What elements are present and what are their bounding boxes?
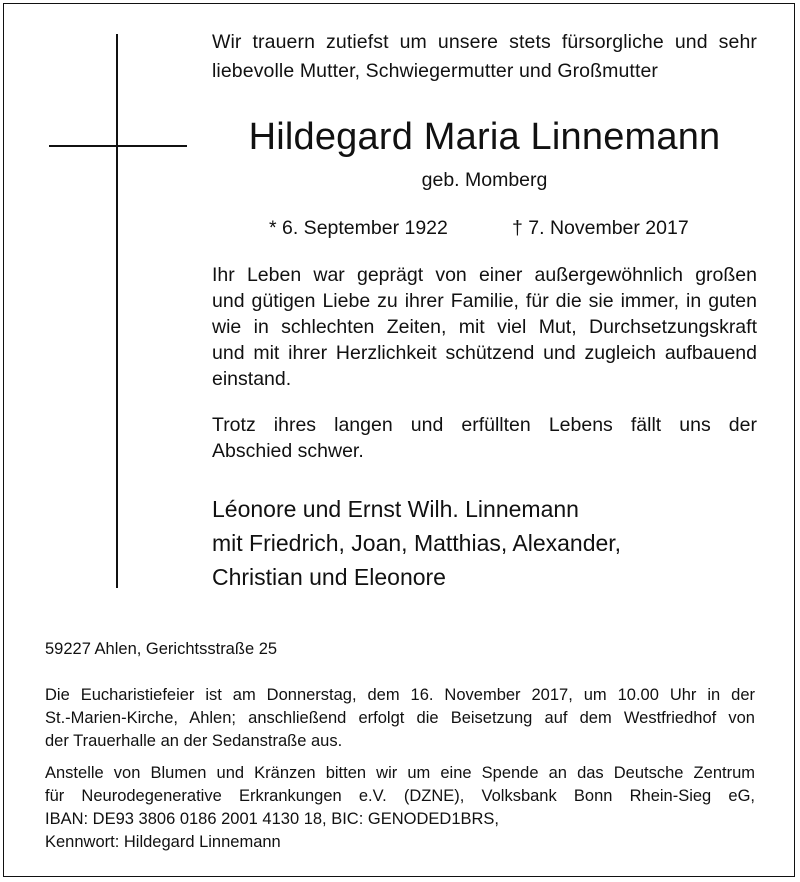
- tribute-line: und gütigen Liebe zu ihrer Familie, für die sie immer, in guten: [212, 290, 757, 312]
- family-address: 59227 Ahlen, Gerichtsstraße 25: [45, 640, 278, 658]
- service-line: St.-Marien-Kirche, Ahlen; anschließend erfolgt die Beisetzung auf dem Westfriedhof von: [45, 709, 755, 727]
- death-date: † 7. November 2017: [512, 217, 689, 239]
- tribute-line: einstand.: [212, 368, 292, 390]
- donation-info: [45, 762, 755, 854]
- donation-line: IBAN: DE93 3806 0186 2001 4130 18, BIC: GENODED1BRS,: [45, 810, 500, 828]
- mourner-line: Léonore und Ernst Wilh. Linnemann: [212, 496, 579, 522]
- donation-line: für Neurodegenerative Erkrankungen e.V. (DZNE), Volksbank Bonn Rhein-Sieg eG,: [45, 787, 755, 805]
- donation-line: Kennwort: Hildegard Linnemann: [45, 833, 281, 851]
- cross-vertical-bar: [116, 34, 118, 588]
- mourner-line: Christian und Eleonore: [212, 564, 446, 590]
- intro-text: [212, 28, 757, 86]
- tribute-line: wie in schlechten Zeiten, mit viel Mut, Durchsetzungskraft: [212, 316, 757, 338]
- mourners-list: [212, 492, 757, 594]
- farewell-line: Trotz ihres langen und erfüllten Lebens fällt uns der: [212, 414, 757, 436]
- birth-name: geb. Momberg: [421, 169, 548, 191]
- birth-date: * 6. September 1922: [269, 217, 448, 239]
- tribute-line: und mit ihrer Herzlichkeit schützend und zugleich aufbauend: [212, 342, 757, 364]
- farewell-line: Abschied schwer.: [212, 440, 364, 462]
- tribute-paragraph: [212, 262, 757, 392]
- cross-horizontal-bar: [49, 145, 187, 147]
- service-line: der Trauerhalle an der Sedanstraße aus.: [45, 732, 343, 750]
- donation-line: Anstelle von Blumen und Kränzen bitten wir um eine Spende an das Deutsche Zentrum: [45, 764, 755, 782]
- intro-line: Wir trauern zutiefst um unsere stets fürsorgliche und sehr: [212, 31, 757, 53]
- farewell-paragraph: [212, 412, 757, 464]
- service-line: Die Eucharistiefeier ist am Donnerstag, dem 16. November 2017, um 10.00 Uhr in der: [45, 686, 755, 704]
- tribute-line: Ihr Leben war geprägt von einer außergewöhnlich großen: [212, 264, 757, 286]
- mourner-line: mit Friedrich, Joan, Matthias, Alexander,: [212, 530, 622, 556]
- intro-line: liebevolle Mutter, Schwiegermutter und Großmutter: [212, 60, 659, 82]
- service-info: [45, 684, 755, 753]
- deceased-name: Hildegard Maria Linnemann: [248, 116, 721, 158]
